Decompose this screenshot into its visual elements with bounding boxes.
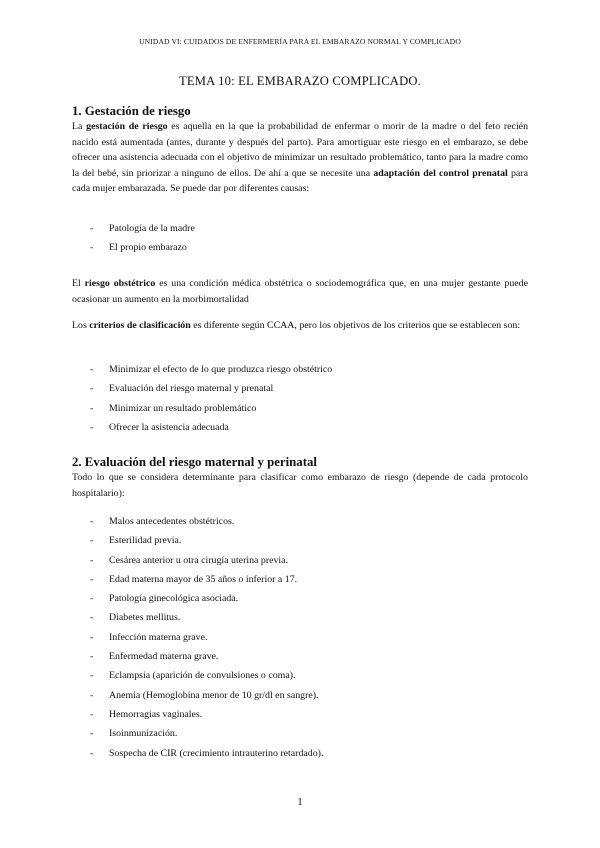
text-run: es una condición médica obstétrica o sociodemográfica que, en una mujer gestante puede ocasionar un aumento en la morbimortalidad (72, 278, 528, 305)
list-item: - Minimizar el efecto de lo que produzca riesgo obstétrico (90, 364, 333, 375)
section-heading-gestacion: 1. Gestación de riesgo (72, 104, 191, 118)
list-item: - Isoinmunización. (90, 728, 178, 740)
risk-factors-list (72, 512, 528, 763)
running-header: UNIDAD VI: CUIDADOS DE ENFERMERÍA PARA EL EMBARAZO NORMAL Y COMPLICADO (139, 37, 461, 46)
text-run: La (72, 121, 87, 132)
section-heading-evaluacion: 2. Evaluación del riesgo maternal y perinatal (72, 455, 317, 469)
page-title: TEMA 10: EL EMBARAZO COMPLICADO. (178, 74, 422, 88)
text-run: Los (72, 320, 90, 331)
objectives-list (72, 360, 528, 437)
text-run: El (72, 278, 85, 289)
paragraph-evaluacion: Todo lo que se considera determinante para clasificar como embarazo de riesgo (depende de cada protocolo hospitalario): (72, 472, 528, 499)
paragraph-gestacion-definicion (72, 119, 528, 197)
page-number: 1 (297, 796, 303, 808)
list-item: - Ofrecer la asistencia adecuada (90, 421, 229, 433)
objectives-list-block (72, 360, 528, 437)
causes-list-block (72, 219, 528, 258)
bold-term: adaptación del control prenatal (373, 167, 508, 179)
list-item: - Patología de la madre (90, 223, 195, 234)
list-item: - Minimizar un resultado problemático (90, 402, 257, 414)
causes-list (72, 219, 528, 258)
bold-term: riesgo obstétrico (84, 278, 156, 289)
section-2 (72, 454, 528, 501)
bold-term: gestación de riesgo (86, 121, 168, 132)
paragraph-block-riesgo (72, 276, 528, 307)
list-item: - Edad materna mayor de 35 años o inferior a 17. (90, 573, 298, 585)
list-item: - Hemorragias vaginales. (90, 708, 203, 720)
text-run: es aquella en la que la probabilidad de enfermar o morir de la madre o del feto recién nacido está aumentada (antes, durante y después del parto). Para amortiguar este riesgo en el embarazo, se debe ofrecer una asistencia adecuada con el objetivo de minimizar un resultado problemático, tanto para la madre como la del bebé, sin priorizar a ninguno de ellos. De ahí a que se necesite una (72, 121, 529, 179)
paragraph-riesgo-obstetrico (72, 276, 528, 307)
list-item: - Sospecha de CIR (crecimiento intrauterino retardado). (90, 747, 324, 759)
section-1 (72, 103, 528, 197)
list-item: - Evaluación del riesgo maternal y prenatal (90, 383, 274, 395)
list-item: - Malos antecedentes obstétricos. (90, 516, 235, 527)
text-run: para cada mujer embarazada. Se puede dar por diferentes causas: (72, 167, 528, 195)
list-item: - Anemia (Hemoglobina menor de 10 gr/dl en sangre). (90, 689, 319, 701)
paragraph-block-criterios (72, 318, 528, 334)
list-item: - Diabetes mellitus. (90, 612, 181, 624)
list-item: - Enfermedad materna grave. (90, 651, 219, 663)
list-item: - Eclampsia (aparición de convulsiones o coma). (90, 670, 296, 682)
list-item: - Esterilidad previa. (90, 535, 182, 547)
bold-term: criterios de clasificación (89, 320, 191, 331)
list-item: - Patología ginecológica asociada. (90, 593, 239, 605)
factors-list-block (72, 512, 528, 763)
list-item: - Cesárea anterior u otra cirugía uterina previa. (90, 554, 289, 566)
list-item: - Infección materna grave. (90, 631, 208, 643)
list-item: - El propio embarazo (90, 242, 187, 254)
text-run: es diferente según CCAA, pero los objetivos de los criterios que se establecen son: (190, 320, 521, 331)
paragraph-criterios (72, 318, 528, 334)
